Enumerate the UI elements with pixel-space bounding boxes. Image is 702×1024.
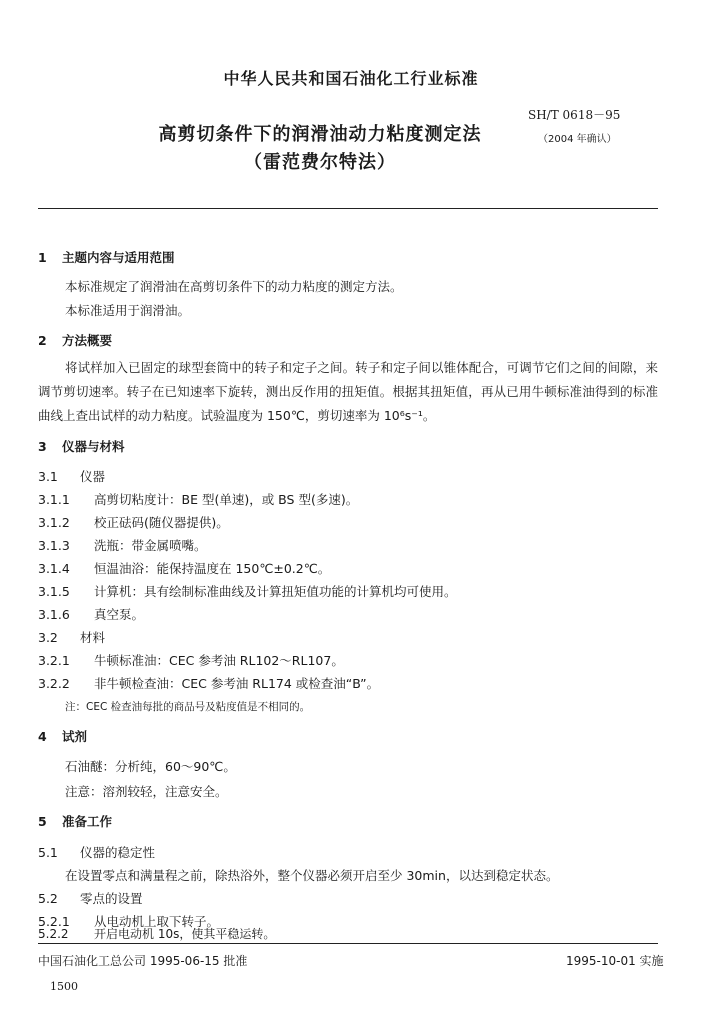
subsection-5-2-heading <box>38 889 143 907</box>
header-divider <box>38 208 658 209</box>
section-title: 仪器与材料 <box>62 439 125 454</box>
item-text: 洗瓶：带金属喷嘴。 <box>94 538 207 553</box>
section-2-heading <box>38 331 112 349</box>
method-summary-paragraph: 将试样加入已固定的球型套筒中的转子和定子之间。转子和定子间以锥体配合，可调节它们之间的间隙，来调节剪切速率。转子在已知速率下旋转，测出反作用的扭矩值。根据其扭矩值，再从已用牛顿标准油得到的标准曲线上查出试样的动力粘度。试验温度为 150℃，剪切速率为 10⁶s⁻¹。 <box>38 360 658 423</box>
document-subtitle: （雷范费尔特法） <box>244 152 396 173</box>
item-text: 高剪切粘度计：BE 型(单速)，或 BS 型(多速)。 <box>94 492 359 507</box>
item-number: 3.1.5 <box>38 584 70 599</box>
item-number: 5.2.1 <box>38 914 70 929</box>
subsection-3-2-heading <box>38 628 105 646</box>
section-5-heading <box>38 812 112 830</box>
section-number: 5 <box>38 814 47 829</box>
paragraph: 本标准规定了润滑油在高剪切条件下的动力粘度的测定方法。 <box>65 279 403 294</box>
item-number: 3.1.3 <box>38 538 70 553</box>
standard-category-title: 中华人民共和国石油化工行业标准 <box>223 69 479 88</box>
item-text: 恒温油浴：能保持温度在 150℃±0.2℃。 <box>94 561 331 576</box>
subsection-title: 仪器 <box>80 469 106 484</box>
section-number: 2 <box>38 333 47 348</box>
section-number: 3 <box>38 439 47 454</box>
subsection-title: 仪器的稳定性 <box>80 845 156 860</box>
section-title: 试剂 <box>62 729 88 744</box>
footer-divider <box>38 943 658 944</box>
list-item <box>38 651 344 669</box>
item-number: 3.1.1 <box>38 492 70 507</box>
subsection-number: 5.1 <box>38 845 58 860</box>
section-3-heading <box>38 437 125 455</box>
item-number: 3.1.4 <box>38 561 70 576</box>
item-number: 5.2.2 <box>38 927 69 941</box>
section-title: 方法概要 <box>62 333 113 348</box>
subsection-title: 材料 <box>80 630 106 645</box>
item-number: 3.2.2 <box>38 676 70 691</box>
section-number: 4 <box>38 729 47 744</box>
confirmation-year: （2004 年确认） <box>538 134 617 145</box>
subsection-number: 3.2 <box>38 630 58 645</box>
item-number: 3.1.6 <box>38 607 70 622</box>
effective-date: 1995-10-01 实施 <box>566 954 664 968</box>
note: 注：CEC 检查油每批的商品号及粘度值是不相同的。 <box>65 701 311 713</box>
item-text: 校正砝码(随仪器提供)。 <box>94 515 229 530</box>
section-title: 主题内容与适用范围 <box>62 250 175 265</box>
subsection-number: 5.2 <box>38 891 58 906</box>
item-text: 真空泵。 <box>94 607 145 622</box>
list-item <box>38 513 229 531</box>
list-item <box>38 490 358 508</box>
subsection-3-1-heading <box>38 467 105 485</box>
paragraph: 本标准适用于润滑油。 <box>65 303 191 318</box>
section-4-heading <box>38 727 87 745</box>
item-text: 计算机：具有绘制标准曲线及计算扭矩值功能的计算机均可使用。 <box>94 584 457 599</box>
section-1-heading <box>38 248 175 266</box>
page-number: 1500 <box>50 980 78 993</box>
item-number: 3.2.1 <box>38 653 70 668</box>
subsection-5-1-heading <box>38 843 155 861</box>
list-item <box>38 925 275 942</box>
list-item <box>38 674 379 692</box>
item-text: 从电动机上取下转子。 <box>94 914 220 929</box>
paragraph: 石油醚：分析纯，60～90℃。 <box>65 759 236 774</box>
list-item <box>38 559 330 577</box>
list-item <box>38 605 144 623</box>
paragraph: 在设置零点和满量程之前，除热浴外，整个仪器必须开启至少 30min，以达到稳定状态。 <box>65 868 559 883</box>
list-item <box>38 536 207 554</box>
standard-code: SH/T 0618－95 <box>528 108 621 122</box>
item-number: 3.1.2 <box>38 515 70 530</box>
section-number: 1 <box>38 250 47 265</box>
subsection-number: 3.1 <box>38 469 58 484</box>
list-item <box>38 582 457 600</box>
paragraph: 注意：溶剂较轻，注意安全。 <box>65 784 228 799</box>
item-text: 牛顿标准油：CEC 参考油 RL102～RL107。 <box>94 653 344 668</box>
item-text: 非牛顿检查油：CEC 参考油 RL174 或检查油“B”。 <box>94 676 380 691</box>
subsection-title: 零点的设置 <box>80 891 143 906</box>
document-title: 高剪切条件下的润滑油动力粘度测定法 <box>158 124 482 145</box>
section-title: 准备工作 <box>62 814 113 829</box>
approval-info: 中国石油化工总公司 1995-06-15 批准 <box>38 954 248 968</box>
item-text: 开启电动机 10s，使其平稳运转。 <box>94 927 276 941</box>
